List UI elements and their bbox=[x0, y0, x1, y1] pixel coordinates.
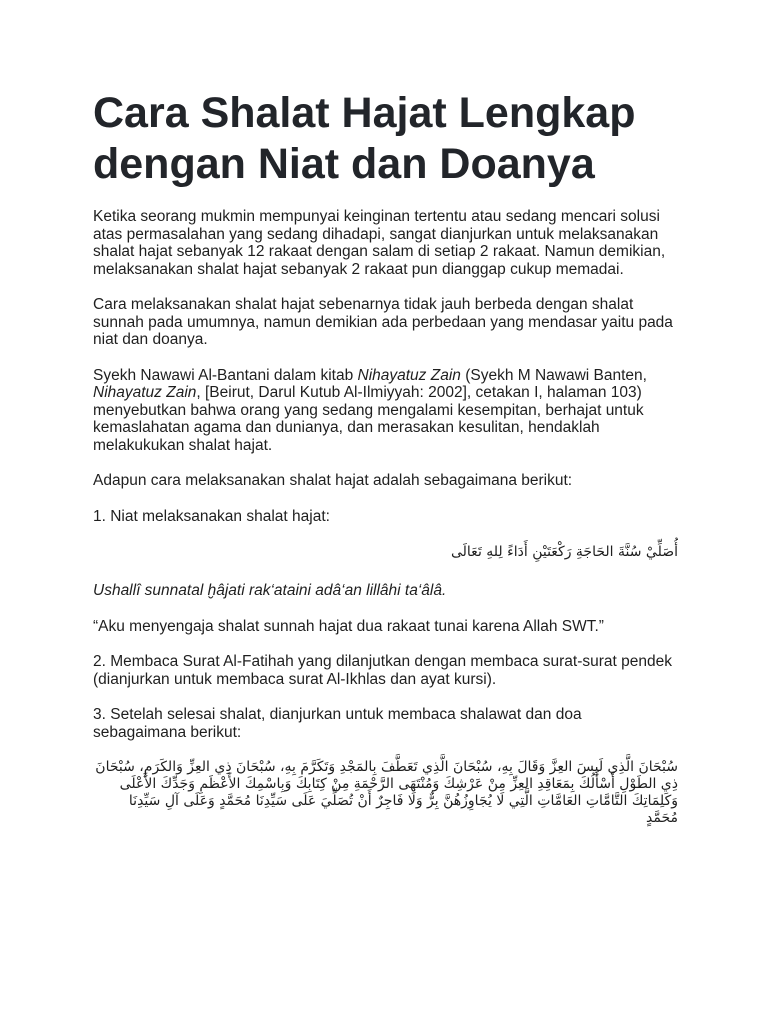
paragraph-intro: Ketika seorang mukmin mempunyai keinginan tertentu atau sedang mencari solusi atas permasalahan yang sedang dihadapi, sangat dianjurkan untuk melaksanakan shalat hajat sebanyak 12 rakaat dengan salam di setiap 2 rakaat. Namun demikian, melaksanakan shalat hajat sebanyak 2 rakaat pun dianggap cukup memadai. bbox=[93, 208, 666, 278]
doa-arabic: سُبْحَانَ الَّذِي لَبِسَ العِزَّ وَقَالَ بِهِ، سُبْحَانَ الَّذِي تَعَطَّفَ بِالمَجْدِ وَتَكَرَّمَ بِهِ، سُبْحَانَ ذِي العِزِّ وَالكَرَمِ، سُبْحَانَ ذِي الطَوْلِ أَسْأَلُكَ بِمَعَاقِدِ العِزِّ مِنْ عَرْشِكَ وَمُنْتَهَى الرَّحْمَةِ مِنْ كِتَابِكَ وَبِاسْمِكَ الأَعْظَمِ وَجَدِّكَ الأَعْلَى وَكَلِمَاتِكَ التَّامَّاتِ العَامَّاتِ الَّتِي لَا يُجَاوِزُهُنَّ بِرٌّ وَلَا فَاجِرٌ أَنْ تُصَلِّيَ عَلَى سَيِّدِنَا مُحَمَّدٍ وَعَلَى آلِ سَيِّدِنَا مُحَمَّدٍ bbox=[95, 759, 678, 826]
article bbox=[93, 88, 678, 847]
book-title-citation: Nihayatuz Zain bbox=[93, 384, 197, 401]
paragraph-steps-intro: Adapun cara melaksanakan shalat hajat adalah sebagaimana berikut: bbox=[93, 472, 573, 489]
niat-translation: “Aku menyengaja shalat sunnah hajat dua rakaat tunai karena Allah SWT.” bbox=[93, 617, 604, 635]
source-text-c: (Syekh M Nawawi Banten, bbox=[460, 366, 647, 384]
source-text-e: , [Beirut, Darul Kutub Al-Ilmiyyah: 2002], cetakan I, halaman 103) menyebutkan bahwa orang yang sedang mengalami kesempitan, berhajat untuk kemaslahatan agama dan dunianya, dan merasakan kesulitan, hendaklah melakukukan shalat hajat. bbox=[93, 384, 644, 454]
step-1: 1. Niat melaksanakan shalat hajat: bbox=[93, 507, 330, 525]
step-2: 2. Membaca Surat Al-Fatihah yang dilanjutkan dengan membaca surat-surat pendek (dianjurkan untuk membaca surat Al-Ikhlas dan ayat kursi). bbox=[93, 653, 673, 688]
book-title: Nihayatuz Zain bbox=[357, 366, 461, 384]
paragraph-difference: Cara melaksanakan shalat hajat sebenarnya tidak jauh berbeda dengan shalat sunnah pada umumnya, namun demikian ada perbedaan yang mendasar yaitu pada niat dan doanya. bbox=[93, 296, 673, 348]
paragraph-source bbox=[93, 367, 678, 455]
niat-arabic: أُصَلِّيْ سُنَّةَ الحَاجَةِ رَكْعَتَيْنِ أَدَاءً لِلهِ تَعَالَى bbox=[450, 544, 678, 560]
niat-transliteration: Ushallî sunnatal ḫâjati rak‘ataini adâ‘an lillâhi ta‘âlâ. bbox=[93, 582, 447, 599]
step-3: 3. Setelah selesai shalat, dianjurkan untuk membaca shalawat dan doa sebagaimana berikut: bbox=[93, 706, 582, 741]
source-text-a: Syekh Nawawi Al-Bantani dalam kitab bbox=[93, 366, 358, 384]
article-title: Cara Shalat Hajat Lengkap dengan Niat dan Doanya bbox=[93, 89, 636, 188]
